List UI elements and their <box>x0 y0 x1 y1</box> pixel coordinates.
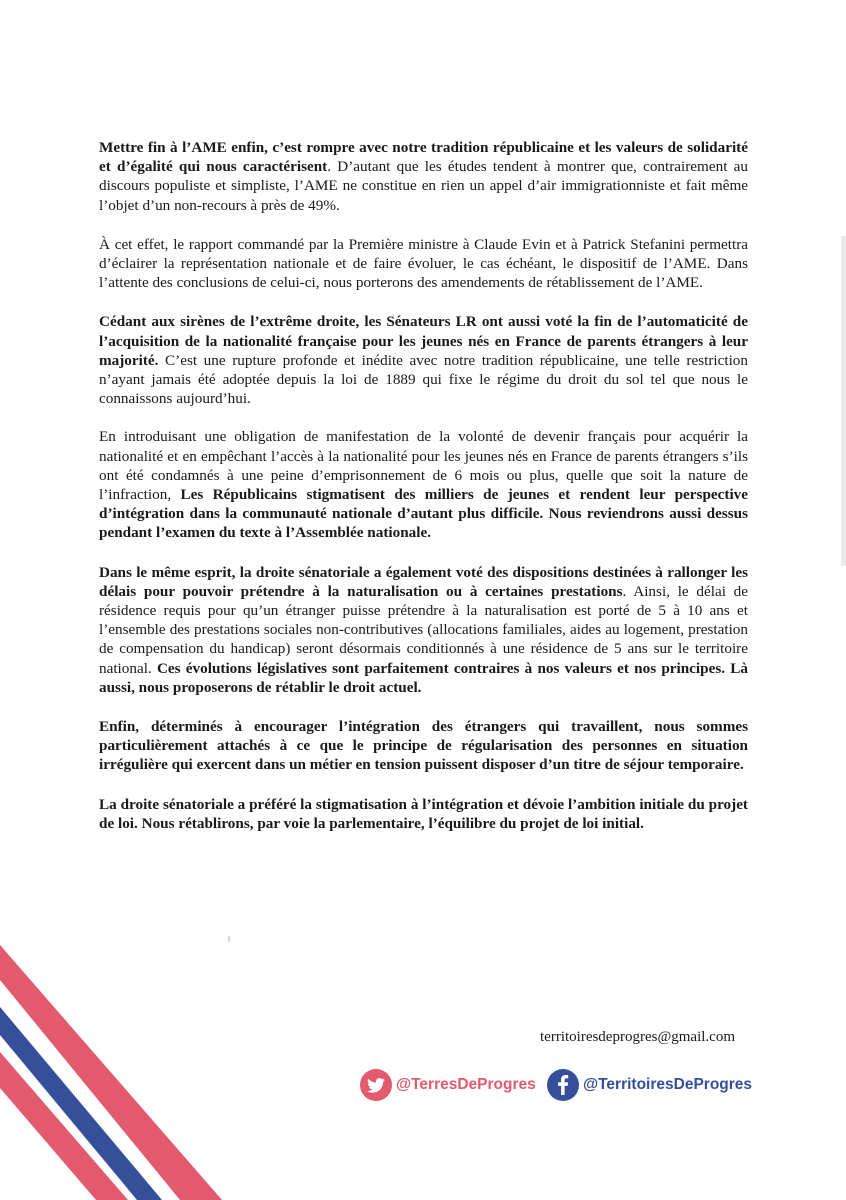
bold-text: Les Républicains stigmatisent des milliers de jeunes et rendent leur perspective d’intégration dans la communauté nationale d’autant plus difficile. Nous reviendrons aussi dessus pendant l’examen du texte à l’Assemblée nationale. <box>99 486 748 542</box>
bold-text: Dans le même esprit, la droite sénatoriale a également voté des dispositions destinées à rallonger les délais pour pouvoir prétendre à la naturalisation ou à certaines prestations <box>99 563 748 600</box>
body-text: C’est une rupture profonde et inédite avec notre tradition républicaine, une telle restriction n’ayant jamais été adoptée depuis la loi de 1889 qui fixe le régime du droit du sol tel que nous le connaissons aujourd’hui. <box>99 351 748 408</box>
body-text: . Ainsi, le délai de résidence requis pour qu’un étranger puisse prétendre à la naturalisation est porté de 5 à 10 ans et l’ensemble des prestations sociales non-contributives (allocations familiales, aides au logement, prestation de compensation du handicap) seront désormais conditionnés à une résidence de 5 ans sur le territoire national. <box>99 582 749 677</box>
facebook-link[interactable] <box>547 1068 752 1102</box>
paragraph <box>99 717 748 775</box>
paragraph <box>99 235 748 293</box>
twitter-link[interactable] <box>360 1068 536 1102</box>
bold-text: Ces évolutions législatives sont parfaitement contraires à nos valeurs et nos principes. Là aussi, nous proposerons de rétablir le droit actuel. <box>99 659 748 696</box>
bold-text: Cédant aux sirènes de l’extrême droite, les Sénateurs LR ont aussi voté la fin de l’automaticité de l’acquisition de la nationalité française pour les jeunes nés en France de parents étrangers à leur majorité. <box>99 313 748 369</box>
page-edge-mark <box>841 236 846 566</box>
paragraph <box>99 563 748 697</box>
bold-text: Enfin, déterminés à encourager l’intégration des étrangers qui travaillent, nous sommes particulièrement attachés à ce que le principe de régularisation des personnes en situation irrégulière qui exercent dans un métier en tension puissent disposer d’un titre de séjour temporaire. <box>99 718 748 774</box>
body-text: . D’autant que les études tendent à montrer que, contrairement au discours populiste et simpliste, l’AME ne constitue en rien un appel d’air immigrationniste et fait même l’objet d’un non-recours à près de 49%. <box>99 158 748 214</box>
paragraph <box>99 427 748 542</box>
bold-text: Mettre fin à l’AME enfin, c’est rompre avec notre tradition républicaine et les valeurs de solidarité et d’égalité qui nous caractérisent <box>99 139 748 176</box>
twitter-handle: @TerresDeProgres <box>396 1076 536 1093</box>
body-text: En introduisant une obligation de manifestation de la volonté de devenir français pour acquérir la nationalité et en empêchant l’accès à la nationalité pour les jeunes nés en France de parents étrangers s’ils ont été condamnés à une peine d’emprisonnement de 6 mois ou plus, quelle que soit la nature de l’infraction, <box>99 428 748 504</box>
contact-email[interactable]: territoiresdeprogres@gmail.com <box>540 1029 735 1045</box>
bold-text: La droite sénatoriale a préféré la stigmatisation à l’intégration et dévoie l’ambition initiale du projet de loi. Nous rétablirons, par voie la parlementaire, l’équilibre du projet de loi initial. <box>99 795 748 832</box>
document-body <box>99 138 748 853</box>
paragraph <box>99 138 748 215</box>
facebook-icon <box>547 1069 579 1101</box>
paragraph <box>99 312 748 408</box>
facebook-handle: @TerritoiresDeProgres <box>583 1076 753 1093</box>
body-text: À cet effet, le rapport commandé par la Première ministre à Claude Evin et à Patrick Stefanini permettra d’éclairer la représentation nationale et de faire évoluer, le cas échéant, le dispositif de l’AME. Dans l’attente des conclusions de celui-ci, nous porterons des amendements de rétablissement de l’AME. <box>99 235 748 292</box>
twitter-icon <box>360 1069 392 1101</box>
decorative-stripes <box>0 900 230 1200</box>
paragraph <box>99 795 748 833</box>
